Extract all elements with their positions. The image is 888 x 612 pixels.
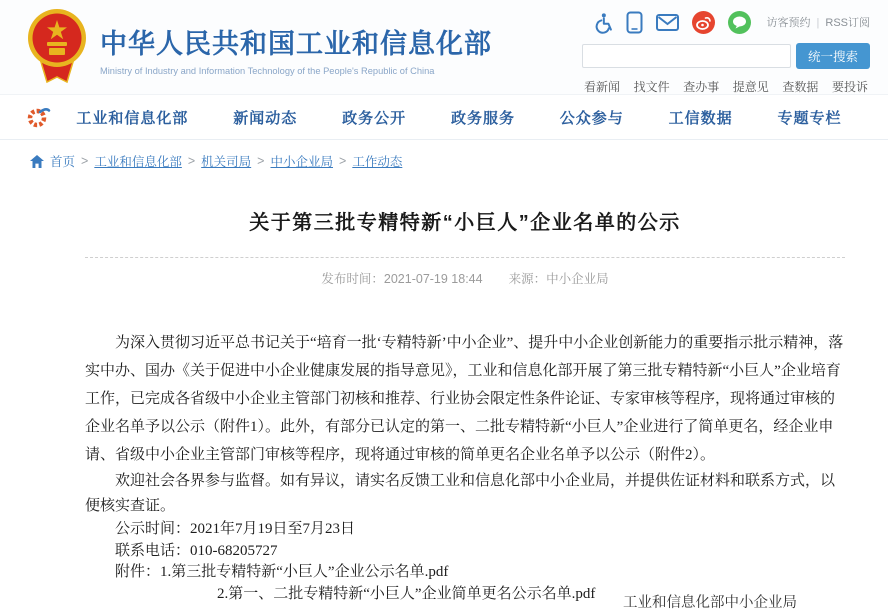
article-title: 关于第三批专精特新“小巨人”企业名单的公示 — [249, 212, 681, 234]
article-meta — [85, 269, 845, 287]
rss-subscribe-link[interactable]: RSS订阅 — [825, 17, 870, 29]
tab-news[interactable]: 看新闻 — [584, 80, 621, 94]
tab-documents[interactable]: 找文件 — [633, 80, 670, 94]
article — [85, 206, 845, 612]
nav-item-news[interactable]: 新闻动态 — [233, 109, 298, 127]
site-brand[interactable] — [26, 6, 492, 86]
breadcrumb-miit[interactable]: 工业和信息化部 — [94, 155, 182, 169]
mobile-icon[interactable] — [626, 11, 643, 34]
breadcrumb-departments[interactable]: 机关司局 — [201, 155, 252, 169]
site-titles — [100, 22, 492, 76]
title-divider — [85, 257, 845, 258]
weibo-icon[interactable] — [692, 11, 715, 34]
miit-gear-logo-icon — [24, 104, 54, 130]
search-tabs — [582, 78, 870, 95]
home-icon — [30, 155, 44, 168]
breadcrumb-work-updates[interactable]: 工作动态 — [352, 155, 403, 169]
quick-links — [767, 14, 870, 30]
nav-items — [54, 107, 864, 128]
tab-complaint[interactable]: 要投诉 — [831, 80, 868, 94]
accessibility-icon[interactable] — [593, 12, 613, 33]
tab-feedback[interactable]: 提意见 — [732, 80, 769, 94]
breadcrumb — [0, 140, 888, 182]
nav-item-gov-disclosure[interactable]: 政务公开 — [342, 109, 407, 127]
breadcrumb-separator: > — [339, 154, 347, 168]
contact-phone-line: 联系电话：010-68205727 — [115, 542, 278, 559]
nav-item-miit[interactable]: 工业和信息化部 — [76, 109, 189, 127]
attachment-2-link[interactable]: 2.第一、二批专精特新“小巨人”企业简单更名公示名单.pdf — [217, 585, 596, 602]
tab-data[interactable]: 查数据 — [782, 80, 819, 94]
attachment-1-link[interactable]: 附件：1.第三批专精特新“小巨人”企业公示名单.pdf — [115, 564, 449, 580]
quick-links-divider: | — [816, 17, 820, 29]
tab-services[interactable]: 查办事 — [683, 80, 720, 94]
mail-icon[interactable] — [656, 14, 679, 31]
main-nav — [0, 95, 888, 140]
site-title: 中华人民共和国工业和信息化部 — [100, 29, 492, 59]
publish-time-label: 发布时间： — [321, 272, 384, 286]
breadcrumb-home[interactable]: 首页 — [50, 155, 76, 169]
national-emblem-icon — [26, 6, 88, 86]
publicity-period-line: 公示时间：2021年7月19日至7月23日 — [115, 521, 356, 537]
article-body — [85, 329, 845, 605]
article-signature: 工业和信息化部中小企业局 — [623, 595, 797, 611]
nav-item-gov-services[interactable]: 政务服务 — [450, 109, 515, 127]
nav-item-public-participation[interactable]: 公众参与 — [559, 109, 624, 127]
article-paragraph: 欢迎社会各界参与监督。如有异议，请实名反馈工业和信息化部中小企业局，并提供佐证材料和联系方式，以便核实查证。 — [85, 473, 836, 514]
unified-search-button[interactable]: 统一搜索 — [796, 43, 870, 69]
breadcrumb-separator: > — [257, 154, 265, 168]
site-subtitle: Ministry of Industry and Information Technology of the People's Republic of China — [100, 66, 435, 76]
source-label: 来源： — [508, 272, 547, 286]
search-row — [582, 43, 870, 69]
search-input[interactable] — [582, 44, 791, 68]
header-right — [582, 9, 870, 95]
article-paragraph: 为深入贯彻习近平总书记关于“培育一批‘专精特新’中小企业”、提升中小企业创新能力的重要指示批示精神，落实中办、国办《关于促进中小企业健康发展的指导意见》，工业和信息化部开展了第三批专精特新“小巨人”企业培育工作，已完成各省级中小企业主管部门初核和推荐、行业协会限定性条件论证、专家审核等程序，现将通过审核的企业名单予以公示（附件1）。此外，有部分已认定的第一、二批专精特新“小巨人”企业进行了简单更名，经企业申请、省级中小企业主管部门审核等程序，现将通过审核的简单更名企业名单予以公示（附件2）。 — [85, 335, 844, 463]
nav-item-special-topics[interactable]: 专题专栏 — [777, 109, 842, 127]
nav-item-industry-data[interactable]: 工信数据 — [668, 109, 733, 127]
breadcrumb-sme-bureau[interactable]: 中小企业局 — [270, 155, 333, 169]
breadcrumb-separator: > — [187, 154, 196, 168]
visitor-appointment-link[interactable]: 访客预约 — [766, 17, 811, 29]
breadcrumb-separator: > — [81, 154, 89, 168]
wechat-icon[interactable] — [728, 11, 751, 34]
publish-time: 2021-07-19 18:44 — [383, 272, 483, 286]
header-icon-row — [582, 9, 870, 35]
source-value: 中小企业局 — [546, 272, 609, 286]
site-header — [0, 0, 888, 95]
